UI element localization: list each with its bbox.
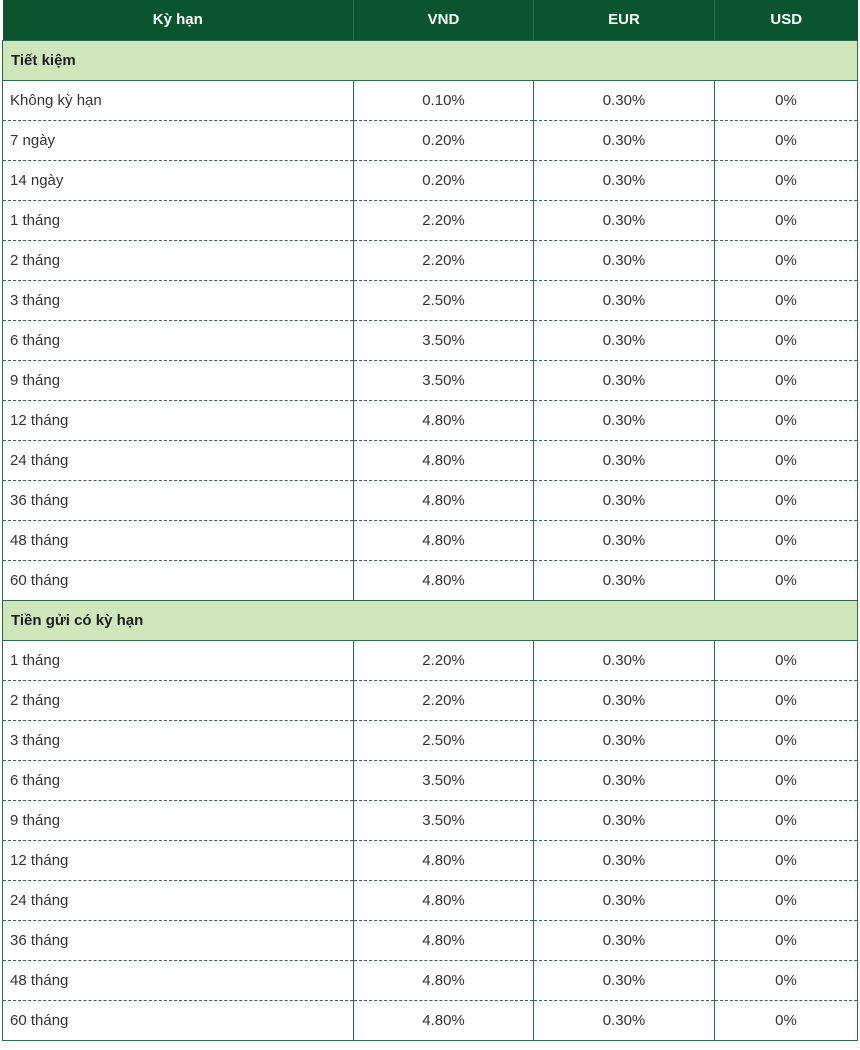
usd-rate-cell: 0%	[715, 720, 858, 760]
eur-rate-cell: 0.30%	[534, 120, 715, 160]
vnd-rate-cell: 3.50%	[354, 760, 534, 800]
eur-rate-cell: 0.30%	[534, 680, 715, 720]
usd-rate-cell: 0%	[715, 440, 858, 480]
term-cell: 48 tháng	[3, 520, 354, 560]
term-cell: 3 tháng	[3, 280, 354, 320]
table-row	[3, 200, 858, 240]
term-cell: 7 ngày	[3, 120, 354, 160]
table-row	[3, 440, 858, 480]
vnd-rate-cell: 0.20%	[354, 120, 534, 160]
header-vnd: VND	[354, 0, 534, 40]
term-cell: 6 tháng	[3, 320, 354, 360]
vnd-rate-cell: 4.80%	[354, 480, 534, 520]
section-title: Tiết kiệm	[3, 40, 858, 80]
usd-rate-cell: 0%	[715, 120, 858, 160]
table-row	[3, 320, 858, 360]
eur-rate-cell: 0.30%	[534, 840, 715, 880]
vnd-rate-cell: 4.80%	[354, 400, 534, 440]
vnd-rate-cell: 2.20%	[354, 240, 534, 280]
vnd-rate-cell: 2.20%	[354, 200, 534, 240]
table-row	[3, 1000, 858, 1040]
table-row	[3, 680, 858, 720]
usd-rate-cell: 0%	[715, 480, 858, 520]
usd-rate-cell: 0%	[715, 1000, 858, 1040]
term-cell: 9 tháng	[3, 800, 354, 840]
header-usd: USD	[715, 0, 858, 40]
term-cell: 6 tháng	[3, 760, 354, 800]
term-cell: Không kỳ hạn	[3, 80, 354, 120]
table-row	[3, 880, 858, 920]
term-cell: 2 tháng	[3, 240, 354, 280]
table-row	[3, 920, 858, 960]
eur-rate-cell: 0.30%	[534, 280, 715, 320]
usd-rate-cell: 0%	[715, 80, 858, 120]
vnd-rate-cell: 3.50%	[354, 800, 534, 840]
term-cell: 1 tháng	[3, 200, 354, 240]
table-row	[3, 520, 858, 560]
table-row	[3, 120, 858, 160]
table-row	[3, 480, 858, 520]
usd-rate-cell: 0%	[715, 360, 858, 400]
vnd-rate-cell: 4.80%	[354, 440, 534, 480]
eur-rate-cell: 0.30%	[534, 520, 715, 560]
vnd-rate-cell: 4.80%	[354, 880, 534, 920]
vnd-rate-cell: 2.20%	[354, 680, 534, 720]
term-cell: 36 tháng	[3, 480, 354, 520]
table-row	[3, 360, 858, 400]
term-cell: 48 tháng	[3, 960, 354, 1000]
eur-rate-cell: 0.30%	[534, 320, 715, 360]
eur-rate-cell: 0.30%	[534, 760, 715, 800]
term-cell: 1 tháng	[3, 640, 354, 680]
header-term: Kỳ hạn	[3, 0, 354, 40]
table-body	[3, 40, 858, 1040]
eur-rate-cell: 0.30%	[534, 880, 715, 920]
term-cell: 12 tháng	[3, 840, 354, 880]
usd-rate-cell: 0%	[715, 680, 858, 720]
header-eur: EUR	[534, 0, 715, 40]
eur-rate-cell: 0.30%	[534, 200, 715, 240]
table-row	[3, 960, 858, 1000]
table-row	[3, 400, 858, 440]
usd-rate-cell: 0%	[715, 640, 858, 680]
vnd-rate-cell: 2.20%	[354, 640, 534, 680]
vnd-rate-cell: 4.80%	[354, 1000, 534, 1040]
usd-rate-cell: 0%	[715, 200, 858, 240]
usd-rate-cell: 0%	[715, 880, 858, 920]
header-row	[3, 0, 858, 40]
vnd-rate-cell: 4.80%	[354, 520, 534, 560]
vnd-rate-cell: 4.80%	[354, 920, 534, 960]
eur-rate-cell: 0.30%	[534, 240, 715, 280]
eur-rate-cell: 0.30%	[534, 360, 715, 400]
eur-rate-cell: 0.30%	[534, 800, 715, 840]
section-row	[3, 40, 858, 80]
table-row	[3, 560, 858, 600]
table-row	[3, 760, 858, 800]
term-cell: 2 tháng	[3, 680, 354, 720]
section-row	[3, 600, 858, 640]
section-title: Tiền gửi có kỳ hạn	[3, 600, 858, 640]
usd-rate-cell: 0%	[715, 920, 858, 960]
term-cell: 60 tháng	[3, 560, 354, 600]
eur-rate-cell: 0.30%	[534, 80, 715, 120]
table-row	[3, 240, 858, 280]
term-cell: 24 tháng	[3, 440, 354, 480]
usd-rate-cell: 0%	[715, 320, 858, 360]
term-cell: 36 tháng	[3, 920, 354, 960]
usd-rate-cell: 0%	[715, 400, 858, 440]
table-header	[3, 0, 858, 40]
eur-rate-cell: 0.30%	[534, 440, 715, 480]
table-row	[3, 160, 858, 200]
usd-rate-cell: 0%	[715, 560, 858, 600]
table-row	[3, 280, 858, 320]
eur-rate-cell: 0.30%	[534, 1000, 715, 1040]
vnd-rate-cell: 4.80%	[354, 840, 534, 880]
eur-rate-cell: 0.30%	[534, 960, 715, 1000]
table-row	[3, 800, 858, 840]
term-cell: 60 tháng	[3, 1000, 354, 1040]
usd-rate-cell: 0%	[715, 800, 858, 840]
eur-rate-cell: 0.30%	[534, 480, 715, 520]
interest-rate-table	[2, 0, 858, 1041]
vnd-rate-cell: 0.20%	[354, 160, 534, 200]
usd-rate-cell: 0%	[715, 840, 858, 880]
table-row	[3, 640, 858, 680]
eur-rate-cell: 0.30%	[534, 920, 715, 960]
vnd-rate-cell: 0.10%	[354, 80, 534, 120]
vnd-rate-cell: 2.50%	[354, 280, 534, 320]
term-cell: 24 tháng	[3, 880, 354, 920]
vnd-rate-cell: 3.50%	[354, 360, 534, 400]
eur-rate-cell: 0.30%	[534, 400, 715, 440]
term-cell: 14 ngày	[3, 160, 354, 200]
eur-rate-cell: 0.30%	[534, 160, 715, 200]
term-cell: 9 tháng	[3, 360, 354, 400]
vnd-rate-cell: 2.50%	[354, 720, 534, 760]
eur-rate-cell: 0.30%	[534, 720, 715, 760]
term-cell: 12 tháng	[3, 400, 354, 440]
usd-rate-cell: 0%	[715, 240, 858, 280]
vnd-rate-cell: 4.80%	[354, 960, 534, 1000]
vnd-rate-cell: 4.80%	[354, 560, 534, 600]
usd-rate-cell: 0%	[715, 760, 858, 800]
term-cell: 3 tháng	[3, 720, 354, 760]
table-row	[3, 80, 858, 120]
eur-rate-cell: 0.30%	[534, 640, 715, 680]
eur-rate-cell: 0.30%	[534, 560, 715, 600]
table-row	[3, 720, 858, 760]
usd-rate-cell: 0%	[715, 960, 858, 1000]
table-row	[3, 840, 858, 880]
usd-rate-cell: 0%	[715, 160, 858, 200]
usd-rate-cell: 0%	[715, 280, 858, 320]
vnd-rate-cell: 3.50%	[354, 320, 534, 360]
usd-rate-cell: 0%	[715, 520, 858, 560]
